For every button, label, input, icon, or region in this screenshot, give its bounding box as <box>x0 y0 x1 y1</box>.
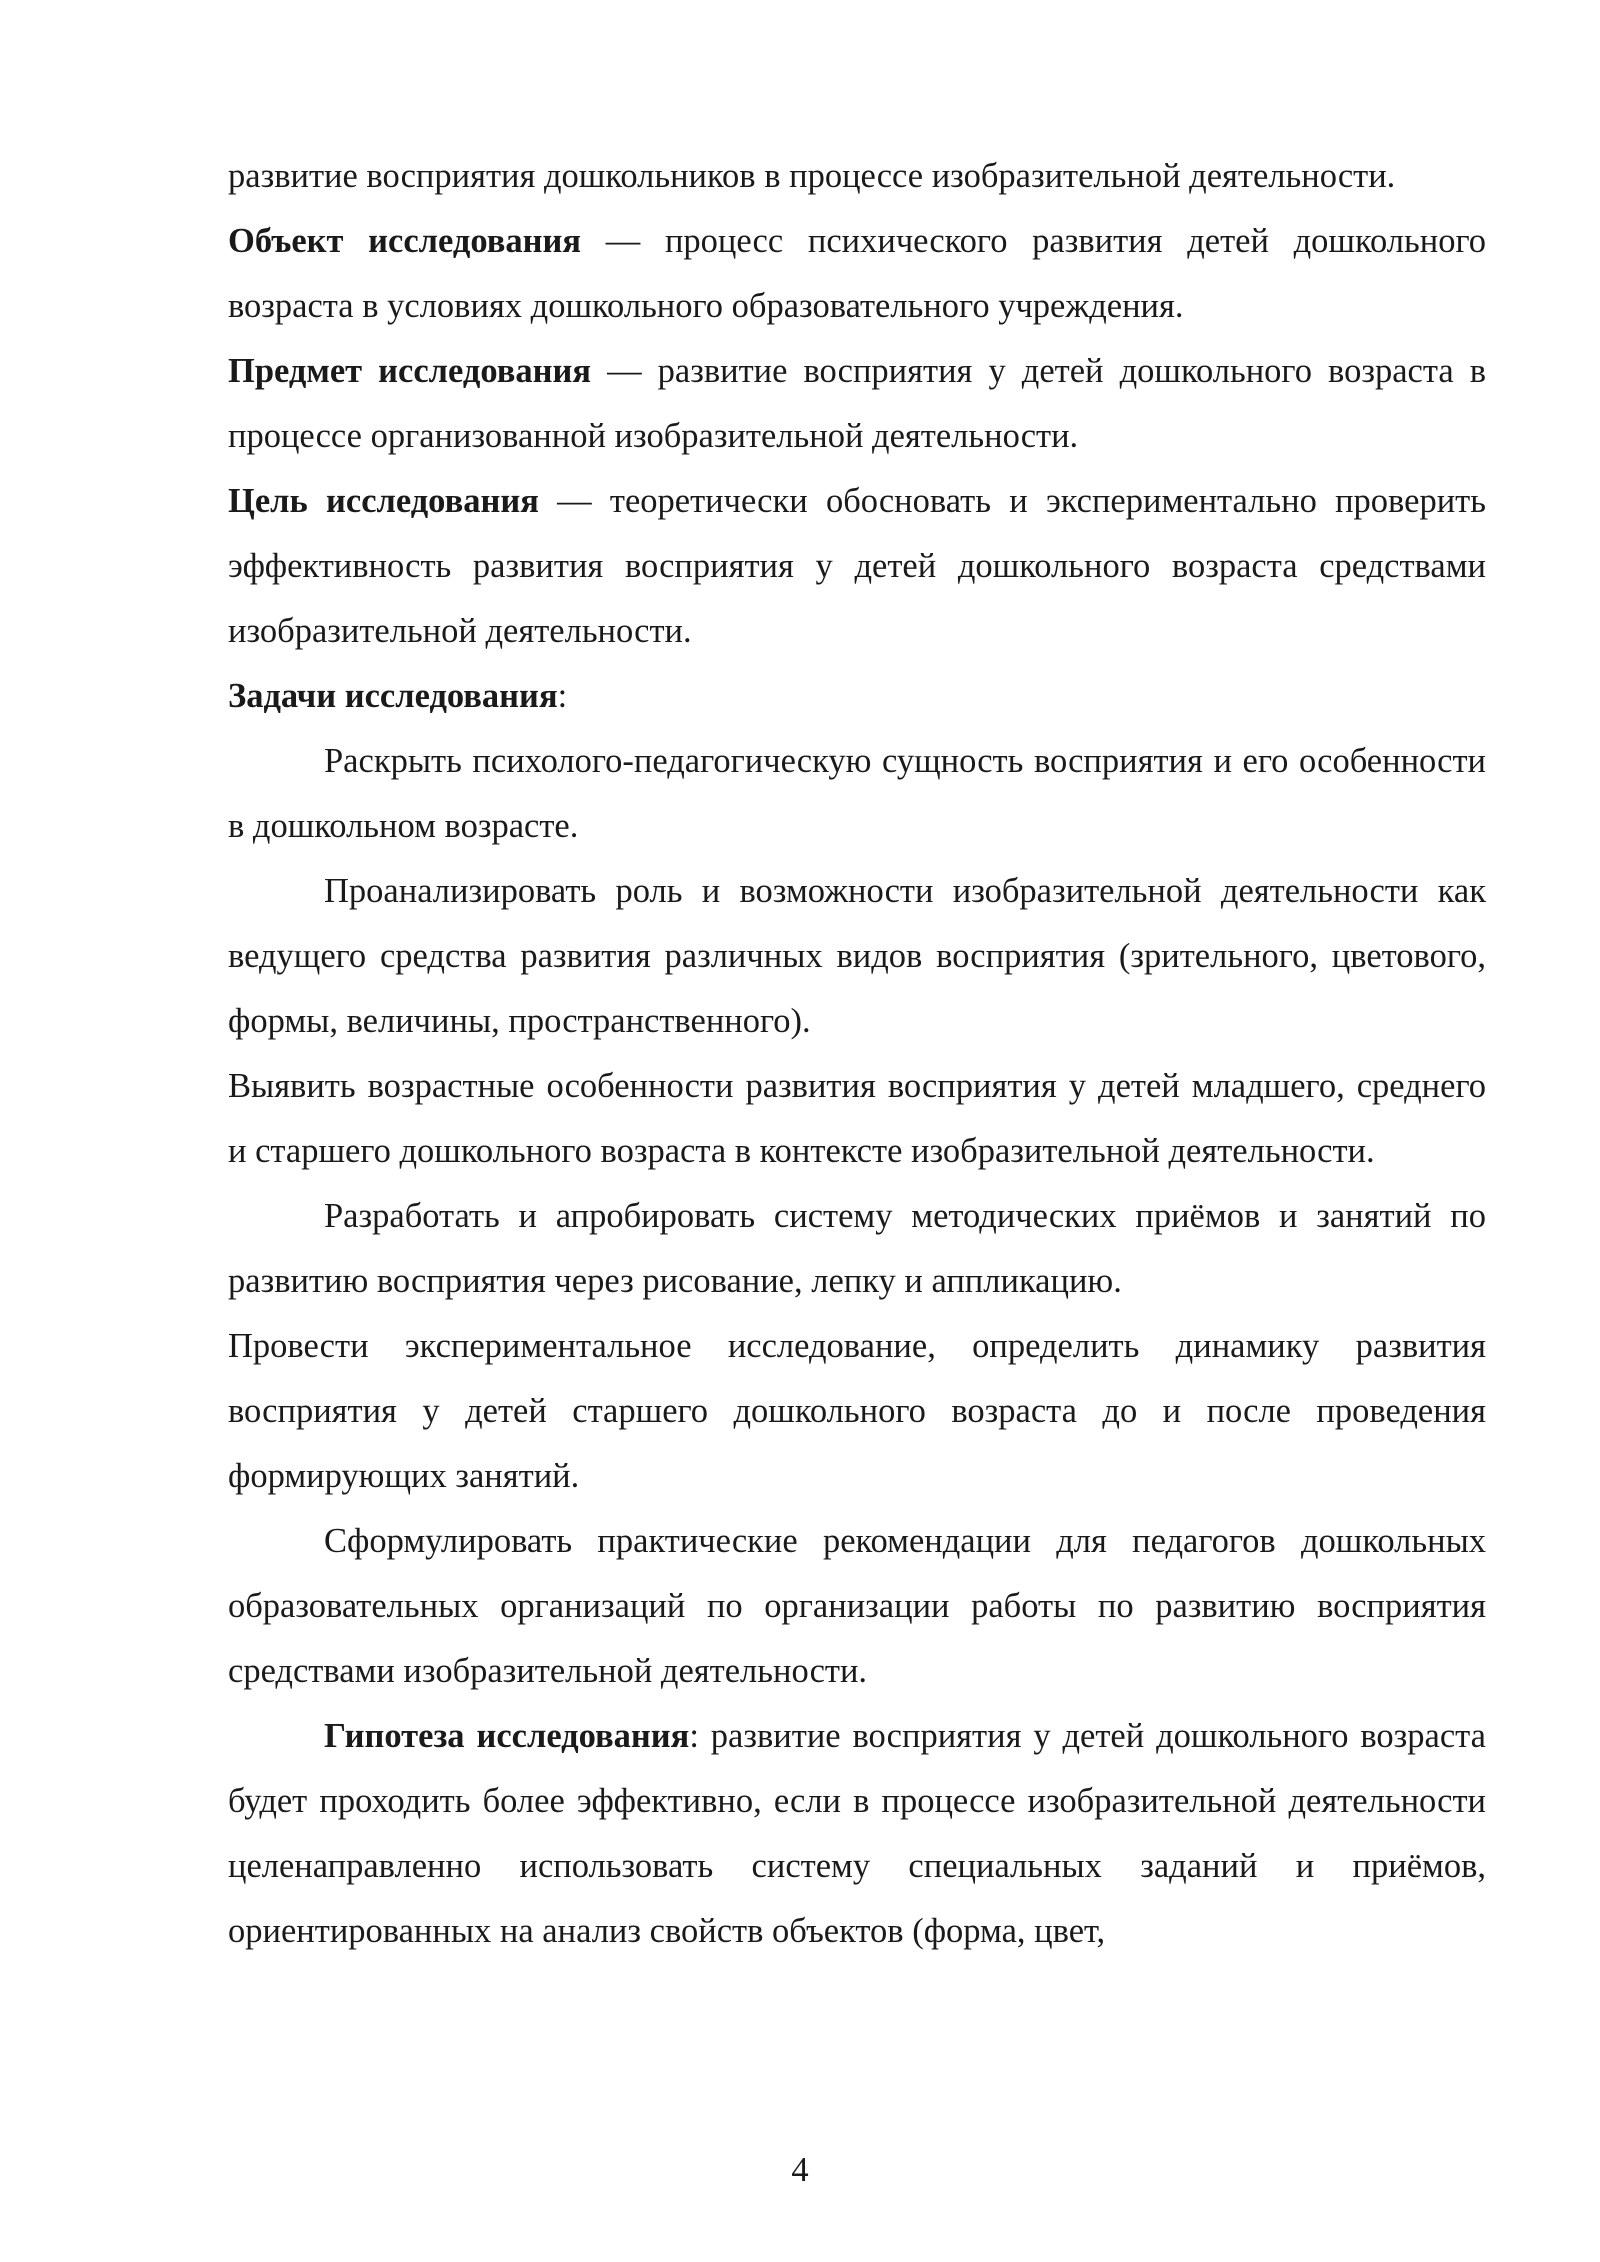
task-text: Разработать и апробировать систему методических приёмов и занятий по развитию восприятия через рисование, лепку и аппликацию. <box>228 1197 1486 1300</box>
subject-label: Предмет исследования <box>228 352 592 390</box>
hypothesis-paragraph <box>228 1704 1486 1964</box>
page-number: 4 <box>791 2151 809 2189</box>
task-text: Выявить возрастные особенности развития восприятия у детей младшего, среднего и старшего дошкольного возраста в контексте изобразительной деятельности. <box>228 1067 1486 1170</box>
intro-paragraph <box>228 144 1486 209</box>
task-item <box>228 1509 1486 1704</box>
task-text: Сформулировать практические рекомендации для педагогов дошкольных образовательных организаций по организации работы по развитию восприятия средствами изобразительной деятельности. <box>228 1522 1486 1690</box>
goal-paragraph <box>228 469 1486 664</box>
task-text: Проанализировать роль и возможности изобразительной деятельности как ведущего средства развития различных видов восприятия (зрительного, цветового, формы, величины, пространственного). <box>228 872 1486 1040</box>
goal-label: Цель исследования <box>228 482 539 520</box>
task-text: Провести экспериментальное исследование, определить динамику развития восприятия у детей старшего дошкольного возраста до и после проведения формирующих занятий. <box>228 1327 1486 1495</box>
intro-text: развитие восприятия дошкольников в процессе изобразительной деятельности. <box>228 157 1396 195</box>
task-item <box>228 1054 1486 1184</box>
subject-text: — развитие восприятия у детей дошкольного возраста в процессе организованной изобразительной деятельности. <box>228 352 1486 455</box>
tasks-label: Задачи исследования <box>228 677 558 715</box>
object-paragraph <box>228 209 1486 339</box>
task-item <box>228 1314 1486 1509</box>
object-label: Объект исследования <box>228 222 582 260</box>
tasks-suffix: : <box>557 677 568 715</box>
goal-text: — теоретически обосновать и экспериментально проверить эффективность развития восприятия у детей дошкольного возраста средствами изобразительной деятельности. <box>228 482 1486 650</box>
task-item <box>228 729 1486 859</box>
object-text: — процесс психического развития детей дошкольного возраста в условиях дошкольного образовательного учреждения. <box>228 222 1486 325</box>
task-item <box>228 859 1486 1054</box>
page-body <box>228 144 1486 1964</box>
hypothesis-label: Гипотеза исследования <box>324 1717 690 1755</box>
task-item <box>228 1184 1486 1314</box>
hypothesis-text: : развитие восприятия у детей дошкольного возраста будет проходить более эффективно, если в процессе изобразительной деятельности целенаправленно использовать систему специальных заданий и приёмов, ориентированных на анализ свойств объектов (форма, цвет, <box>228 1717 1486 1950</box>
tasks-heading <box>228 664 1486 729</box>
task-text: Раскрыть психолого-педагогическую сущность восприятия и его особенности в дошкольном возрасте. <box>228 742 1486 845</box>
subject-paragraph <box>228 339 1486 469</box>
